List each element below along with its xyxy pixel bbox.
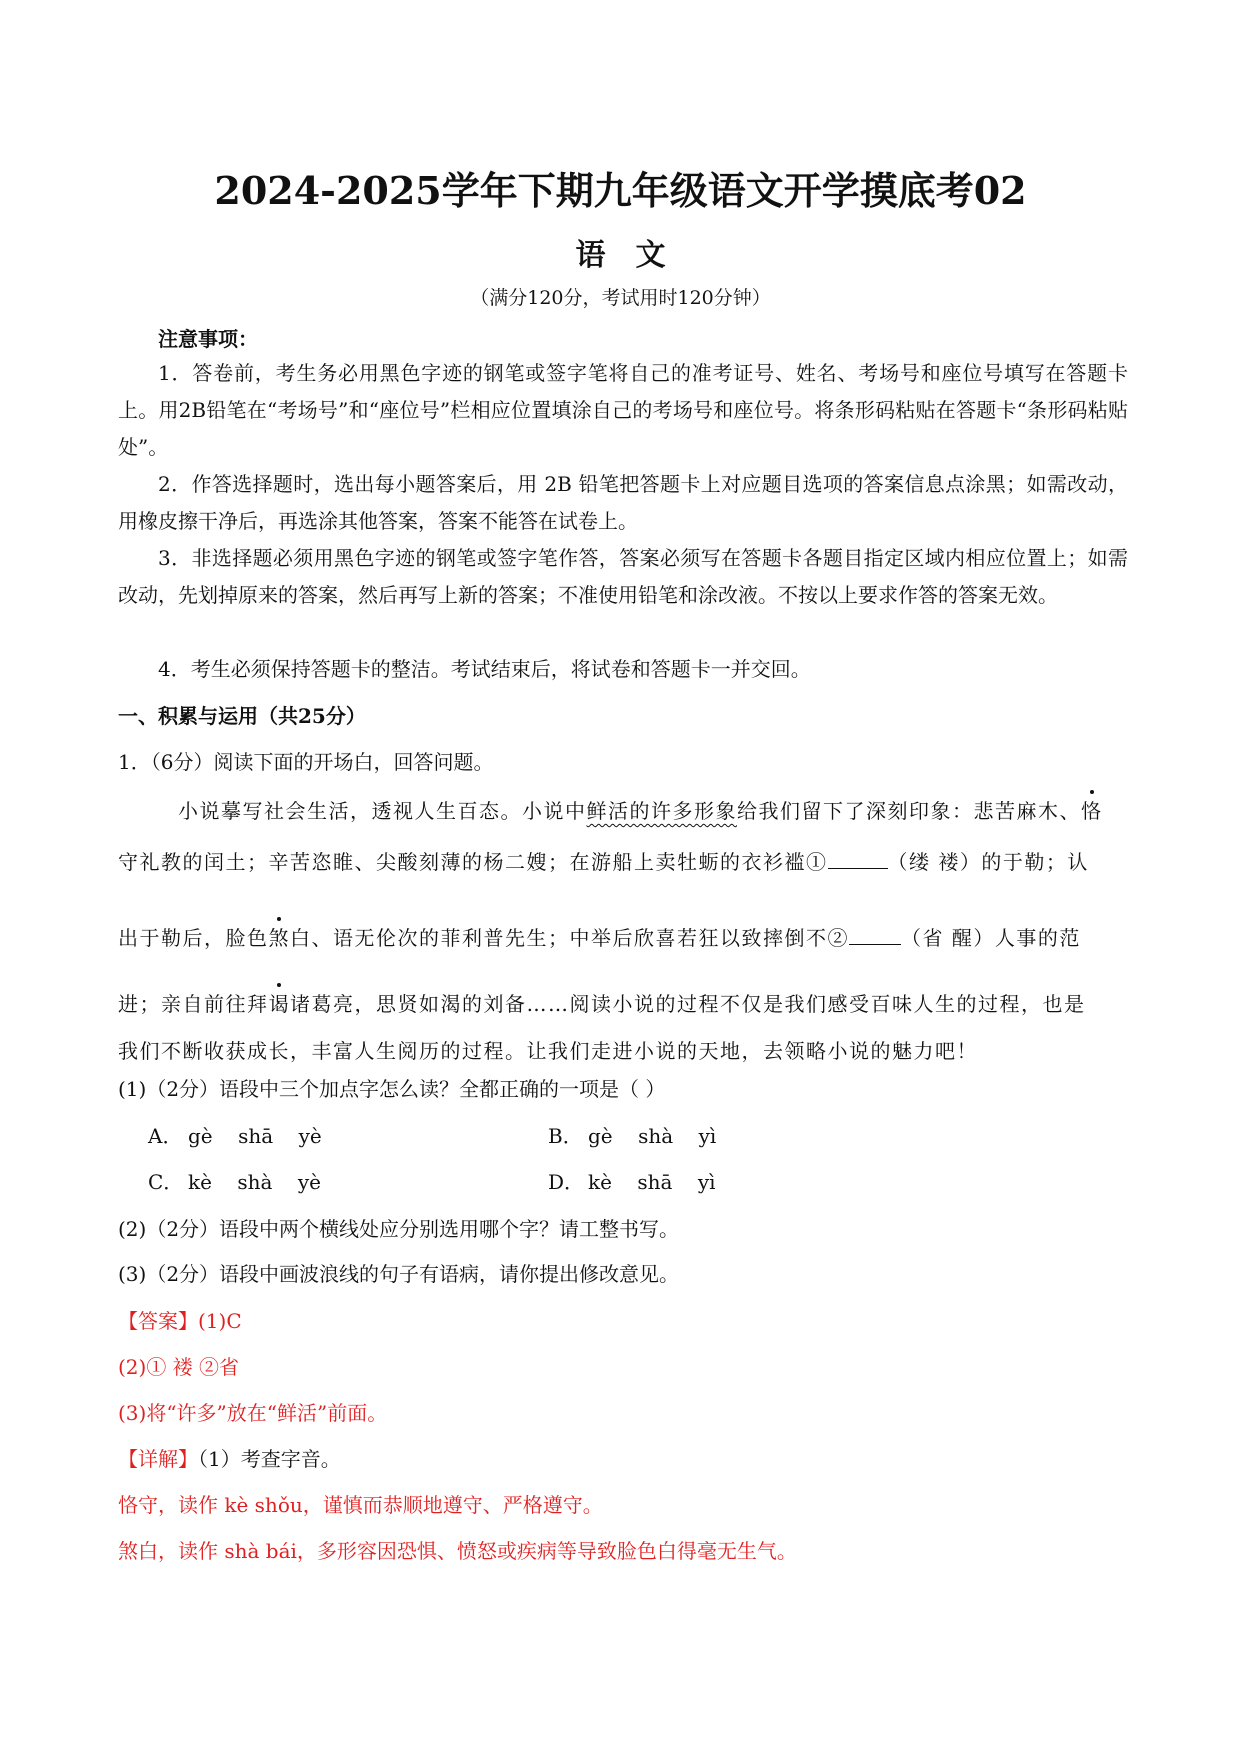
sub-question-3: (3)（2分）语段中画波浪线的句子有语病，请你提出修改意见。 [118,1262,680,1286]
blank-2 [849,926,901,945]
passage-line-4: 进；亲自前往拜谒诸葛亮，思贤如渴的刘备……阅读小说的过程不仅是我们感受百味人生的过程，也是 [118,992,1086,1016]
notice-heading: 注意事项： [158,327,258,351]
sub-question-1: (1)（2分）语段中三个加点字怎么读？全都正确的一项是（ ） [118,1077,666,1101]
notice-item-4: 4．考生必须保持答题卡的整洁。考试结束后，将试卷和答题卡一并交回。 [158,657,811,681]
detail-line-1: 【详解】（1）考查字音。 [118,1447,341,1471]
sub-question-2: (2)（2分）语段中两个横线处应分别选用哪个字？请工整书写。 [118,1217,680,1241]
passage-line-3: 出于勒后，脸色煞白、语无伦次的菲利普先生；中举后欣喜若狂以致摔倒不② （省 醒）人事的范 [118,926,1081,950]
blank-1 [828,850,888,869]
dotted-char: 煞 [268,926,290,950]
notice-item-3: 3．非选择题必须用黑色字迹的钢笔或签字笔作答，答案必须写在答题卡各题目指定区域内相应位置上；如需改动，先划掉原来的答案，然后再写上新的答案；不准使用铅笔和涂改液。不按以上要求作答的答案无效。 [118,546,1128,607]
option-a[interactable]: A． gè shā yè [148,1124,322,1148]
dotted-char: 恪 [1081,799,1103,823]
option-c[interactable]: C． kè shà yè [148,1170,322,1194]
option-d[interactable]: D． kè shā yì [548,1170,716,1194]
option-b[interactable]: B． gè shà yì [548,1124,717,1148]
wavy-underline-sentence: 鲜活的许多形象 [586,799,737,823]
subject-title: 语文 [575,238,696,273]
dotted-char: 谒 [268,992,290,1016]
question-1-stem: 1．（6分）阅读下面的开场白，回答问题。 [118,750,494,774]
passage-line-1: 小说摹写社会生活，透视人生百态。小说中鲜活的许多形象给我们留下了深刻印象：悲苦麻木、恪 [178,799,1103,823]
notice-item-2: 2．作答选择题时，选出每小题答案后，用 2B 铅笔把答题卡上对应题目选项的答案信息点涂黑；如需改动，用橡皮擦干净后，再选涂其他答案，答案不能答在试卷上。 [118,472,1128,533]
detail-line-2: 恪守，读作 kè shǒu，谨慎而恭顺地遵守、严格遵守。 [118,1493,603,1517]
detail-line-3: 煞白，读作 shà bái，多形容因恐惧、愤怒或疾病等导致脸色白得毫无生气。 [118,1539,797,1563]
answer-line-2: (2)① 褛 ②省 [118,1355,240,1379]
passage-line-5: 我们不断收获成长，丰富人生阅历的过程。让我们走进小说的天地，去领略小说的魅力吧！ [118,1039,978,1063]
answer-line-1: 【答案】(1)C [118,1309,242,1333]
answer-line-3: (3)将“许多”放在“鲜活”前面。 [118,1401,388,1425]
page-title: 2024-2025学年下期九年级语文开学摸底考02 [214,168,1027,213]
exam-info: （满分120分，考试用时120分钟） [470,287,771,309]
passage-line-2: 守礼教的闰土；辛苦恣睢、尖酸刻薄的杨二嫂；在游船上卖牡蛎的衣衫褴① （缕 褛）的于勒；认 [118,850,1089,874]
section-heading: 一、积累与运用（共25分） [118,704,366,728]
notice-item-1: 1．答卷前，考生务必用黑色字迹的钢笔或签字笔将自己的准考证号、姓名、考场号和座位号填写在答题卡上。用2B铅笔在“考场号”和“座位号”栏相应位置填涂自己的考场号和座位号。将条形码粘贴在答题卡“条形码粘贴处”。 [118,361,1128,459]
